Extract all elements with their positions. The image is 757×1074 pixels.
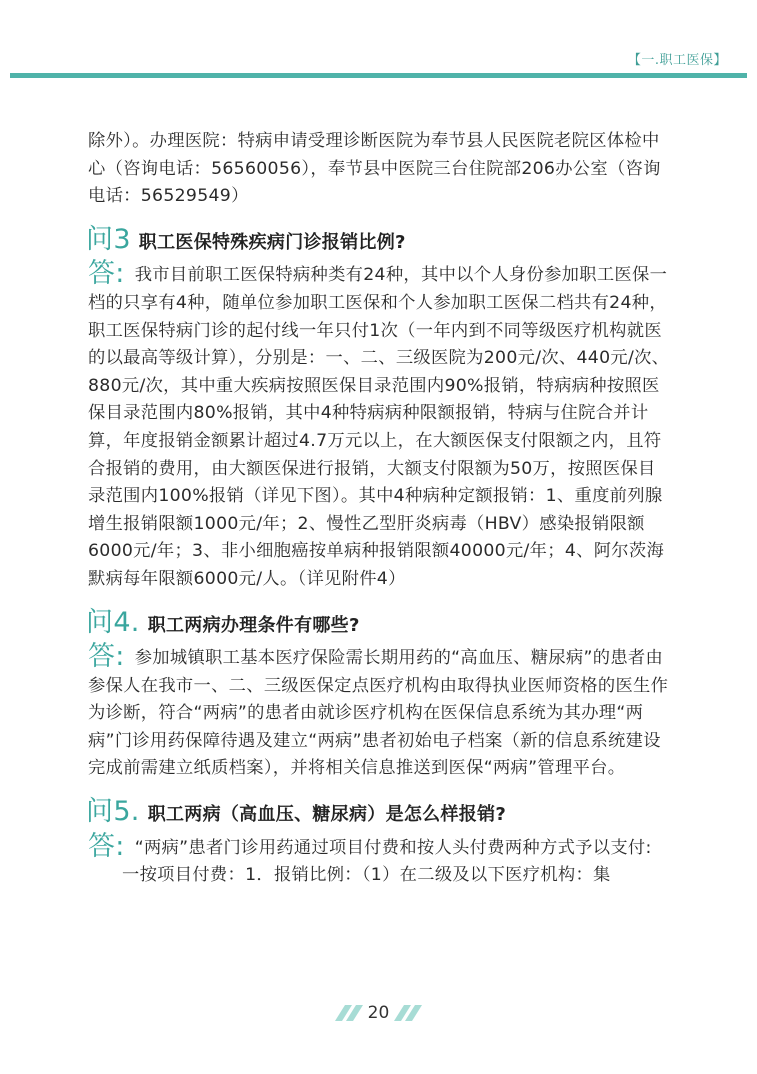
section-tag: 【一.职工医保】 xyxy=(627,53,727,68)
question-text: 职工两病办理条件有哪些? xyxy=(147,614,360,636)
question-number: 3 xyxy=(113,223,131,255)
answer-5-sub-item: 一按项目付费：1．报销比例：（1）在二级及以下医疗机构：集 xyxy=(122,865,611,886)
question-mark-label: 问 xyxy=(86,606,114,638)
decorative-slash-icon xyxy=(340,1005,358,1021)
question-text: 职工医保特殊疾病门诊报销比例? xyxy=(138,231,406,253)
answer-text: “两病”患者门诊用药通过项目付费和按人头付费两种方式予以支付: xyxy=(134,837,652,858)
page-footer xyxy=(0,1003,757,1023)
answer-mark-label: 答: xyxy=(88,258,125,290)
question-text: 职工两病（高血压、糖尿病）是怎么样报销? xyxy=(147,804,507,826)
question-5-heading xyxy=(86,795,670,829)
question-3-heading xyxy=(86,223,670,257)
question-number: 4. xyxy=(113,606,140,638)
question-number: 5. xyxy=(113,796,140,828)
page-number: 20 xyxy=(367,1003,390,1023)
page-body xyxy=(88,128,670,890)
answer-5 xyxy=(88,831,670,863)
header-divider xyxy=(10,73,747,78)
answer-3 xyxy=(88,258,670,593)
decorative-slash-icon xyxy=(399,1005,417,1021)
question-mark-label: 问 xyxy=(86,796,114,828)
intro-paragraph: 除外）。办理医院：特病申请受理诊断医院为奉节县人民医院老院区体检中心（咨询电话：56560056），奉节县中医院三台住院部206办公室（咨询电话：56529549） xyxy=(88,131,661,207)
question-mark-label: 问 xyxy=(86,223,114,255)
answer-4 xyxy=(88,641,670,783)
question-4-heading xyxy=(86,606,670,640)
answer-text: 参加城镇职工基本医疗保险需长期用药的“高血压、糖尿病”的患者由参保人在我市一、二、三级医保定点医疗机构由取得执业医师资格的医生作为诊断，符合“两病”的患者由就诊医疗机构在医保信息系统为其办理“两病”门诊用药保障待遇及建立“两病”患者初始电子档案（新的信息系统建设完成前需建立纸质档案），并将相关信息推送到医保“两病”管理平台。 xyxy=(88,648,669,779)
answer-text: 我市目前职工医保特病种类有24种，其中以个人身份参加职工医保一档的只享有4种，随单位参加职工医保和个人参加职工医保二档共有24种，职工医保特病门诊的起付线一年只付1次（一年内到不同等级医疗机构就医的以最高等级计算），分别是：一、二、三级医院为200元/次、440元/次、880元/次，其中重大疾病按照医保目录范围内90%报销，特病病种按照医保目录范围内80%报销，其中4种特病病种限额报销，特病与住院合并计算，年度报销金额累计超过4.7万元以上，在大额医保支付限额之内，且符合报销的费用，由大额医保进行报销，大额支付限额为50万，按照医保目录范围内100%报销（详见下图）。其中4种病种定额报销：1、重度前列腺增生报销限额1000元/年；2、慢性乙型肝炎病毒（HBV）感染报销限额6000元/年；3、非小细胞癌按单病种报销限额40000元/年；4、阿尔茨海默病每年限额6000元/人。（详见附件4） xyxy=(88,265,670,589)
answer-mark-label: 答: xyxy=(88,641,125,673)
answer-mark-label: 答: xyxy=(88,830,125,862)
